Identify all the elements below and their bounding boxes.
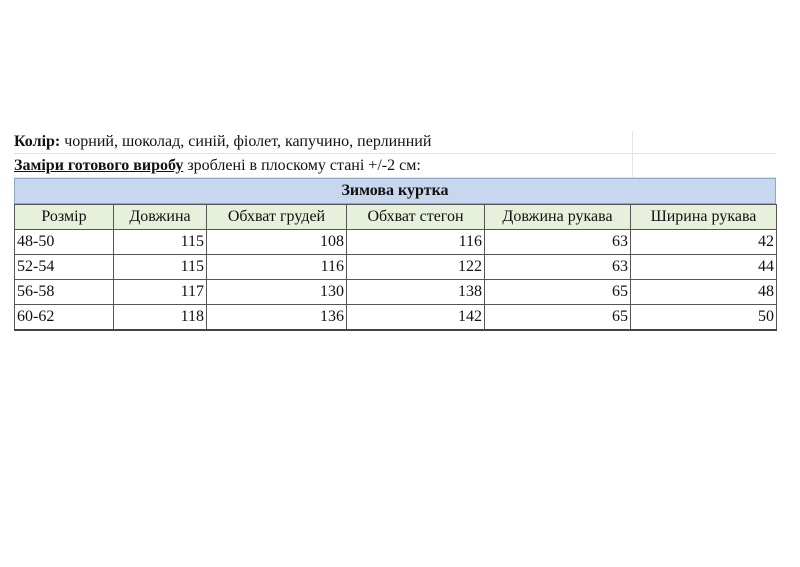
table-row — [15, 230, 777, 255]
size-chart-sheet — [14, 131, 776, 331]
header-length: Довжина — [114, 205, 207, 230]
cell-size: 52-54 — [15, 255, 114, 280]
color-info-row — [14, 131, 776, 154]
table-row — [15, 255, 777, 280]
cell-sleeve-width: 42 — [631, 230, 777, 255]
cell-chest: 130 — [207, 280, 347, 305]
cell-length: 118 — [114, 305, 207, 331]
cell-hips: 142 — [347, 305, 485, 331]
cell-chest: 136 — [207, 305, 347, 331]
cell-hips: 116 — [347, 230, 485, 255]
cell-sleeve-width: 50 — [631, 305, 777, 331]
color-values: чорний, шоколад, синій, фіолет, капучино, перлинний — [60, 133, 432, 150]
cell-size: 56-58 — [15, 280, 114, 305]
cell-length: 115 — [114, 230, 207, 255]
cell-size: 48-50 — [15, 230, 114, 255]
cell-divider — [632, 131, 633, 153]
cell-sleeve-width: 48 — [631, 280, 777, 305]
cell-divider — [632, 154, 633, 177]
table-header-row — [15, 205, 777, 230]
color-label: Колір: — [14, 133, 61, 150]
measurement-label: Заміри готового виробу — [14, 157, 184, 174]
cell-sleeve-length: 63 — [485, 230, 631, 255]
measurement-note: зроблені в плоскому стані +/-2 см: — [183, 157, 421, 174]
header-sleeve-width: Ширина рукава — [631, 205, 777, 230]
cell-chest: 116 — [207, 255, 347, 280]
table-title: Зимова куртка — [14, 178, 776, 204]
cell-sleeve-length: 65 — [485, 280, 631, 305]
cell-sleeve-width: 44 — [631, 255, 777, 280]
cell-length: 117 — [114, 280, 207, 305]
header-sleeve-length: Довжина рукава — [485, 205, 631, 230]
header-size: Розмір — [15, 205, 114, 230]
cell-sleeve-length: 65 — [485, 305, 631, 331]
cell-hips: 138 — [347, 280, 485, 305]
cell-chest: 108 — [207, 230, 347, 255]
header-hips: Обхват стегон — [347, 205, 485, 230]
size-table — [14, 204, 777, 331]
table-row — [15, 280, 777, 305]
cell-hips: 122 — [347, 255, 485, 280]
header-chest: Обхват грудей — [207, 205, 347, 230]
measurement-note-row — [14, 154, 776, 178]
cell-sleeve-length: 63 — [485, 255, 631, 280]
cell-length: 115 — [114, 255, 207, 280]
table-row — [15, 305, 777, 331]
cell-size: 60-62 — [15, 305, 114, 331]
